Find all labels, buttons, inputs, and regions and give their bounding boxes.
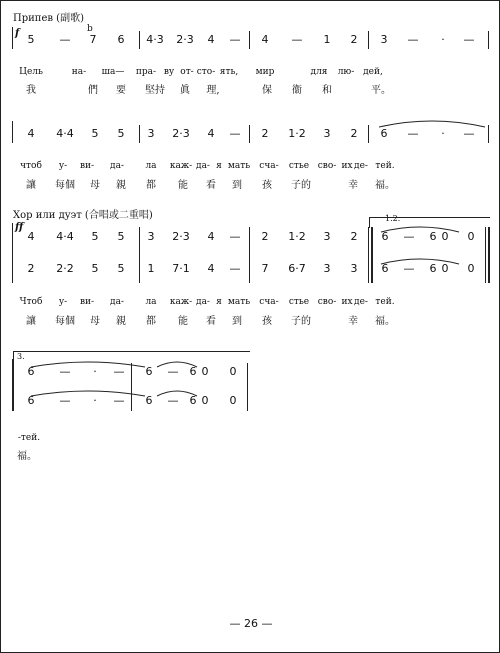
lyric-ru: мать <box>227 297 251 307</box>
lyric-cn: 理, <box>206 85 220 96</box>
note: 6 <box>145 365 153 378</box>
dynamic-ff: ff <box>15 222 24 233</box>
note: 4 <box>261 33 269 46</box>
note: 4 <box>27 230 35 243</box>
lyric-ru: да- <box>196 297 210 307</box>
lyric-cn: 子的 <box>291 316 311 327</box>
note: 6 <box>429 262 437 275</box>
note: 0 <box>229 394 237 407</box>
lyric-ru: чтоб <box>20 161 42 171</box>
lyric-ru: для <box>310 67 328 77</box>
lyric-cn: 幸 <box>348 316 358 327</box>
lyric-cn: 每個 <box>55 316 75 327</box>
lyric-cn: 讓 <box>26 180 36 191</box>
refrain-title: Припев (副歌) <box>13 13 84 24</box>
barline <box>249 227 250 283</box>
lyric-ru: я <box>216 161 222 171</box>
dynamic-f: f <box>15 28 20 39</box>
repeat-barline <box>371 227 373 283</box>
note: 6 <box>380 127 388 140</box>
lyric-cn: 能 <box>178 180 188 191</box>
note: 4·4 <box>56 230 74 243</box>
note: 5 <box>117 230 125 243</box>
note: · <box>441 127 445 140</box>
note: 6 <box>27 365 35 378</box>
note: · <box>93 365 97 378</box>
note: 4 <box>207 33 215 46</box>
lyric-cn: 福。 <box>375 316 395 327</box>
lyric-cn: 福。 <box>17 451 37 462</box>
tie <box>29 358 147 368</box>
lyric-ru: Цель <box>19 67 43 77</box>
end-repeat-barline <box>488 227 490 283</box>
note: 4 <box>207 127 215 140</box>
lyric-ru: да- <box>110 297 124 307</box>
system-bracket <box>12 359 14 411</box>
note: — <box>229 127 241 140</box>
note: · <box>441 33 445 46</box>
note: 2 <box>27 262 35 275</box>
lyric-ru: ять, <box>219 67 239 77</box>
lyric-ru: ви- <box>79 161 95 171</box>
note: — <box>229 33 241 46</box>
note: 2·3 <box>172 127 190 140</box>
note: 7·1 <box>172 262 190 275</box>
note: 6 <box>27 394 35 407</box>
duet-title: Хор или дуэт (合唱或二重唱) <box>13 210 153 221</box>
slur <box>379 255 461 265</box>
lyric-ru: ви- <box>79 297 95 307</box>
lyric-cn: 平。 <box>371 85 391 96</box>
note: 2·3 <box>176 33 194 46</box>
page-number: — 26 — <box>229 617 273 630</box>
lyric-cn: 母 <box>90 316 100 327</box>
note: 4 <box>207 230 215 243</box>
note: 3 <box>350 262 358 275</box>
note: — <box>167 394 179 407</box>
barline <box>12 121 13 143</box>
note: — <box>59 33 71 46</box>
lyric-ru: их <box>341 161 353 171</box>
note: 7 <box>89 33 97 46</box>
lyric-ru: сча- <box>259 297 279 307</box>
note: 4 <box>27 127 35 140</box>
lyric-ru: пра- <box>135 67 157 77</box>
note: 2·2 <box>56 262 74 275</box>
note: 6 <box>117 33 125 46</box>
lyric-ru: мать <box>227 161 251 171</box>
note: 0 <box>201 394 209 407</box>
note: — <box>229 262 241 275</box>
lyric-ru: на- <box>71 67 87 77</box>
lyric-ru: от- <box>180 67 194 77</box>
barline <box>139 125 140 143</box>
note: — <box>403 262 415 275</box>
lyric-cn: 到 <box>232 180 242 191</box>
note: 4·4 <box>56 127 74 140</box>
lyric-ru: ша— <box>101 67 125 77</box>
note: — <box>59 365 71 378</box>
lyric-cn: 讓 <box>26 316 36 327</box>
lyric-ru: у- <box>58 161 68 171</box>
note: 2 <box>350 33 358 46</box>
lyric-cn: 都 <box>146 180 156 191</box>
barline <box>139 227 140 283</box>
lyric-cn: 都 <box>146 316 156 327</box>
note: 6·7 <box>288 262 306 275</box>
barline <box>249 125 250 143</box>
note: 3 <box>147 127 155 140</box>
note: 5 <box>117 262 125 275</box>
lyric-ru: да- <box>110 161 124 171</box>
note: 5 <box>91 262 99 275</box>
lyric-ru: каж- <box>169 297 193 307</box>
lyric-ru: дей, <box>363 67 383 77</box>
note: 5 <box>91 127 99 140</box>
note: 6 <box>381 230 389 243</box>
note: 3 <box>147 230 155 243</box>
note: 5 <box>117 127 125 140</box>
note: 3 <box>380 33 388 46</box>
lyric-ru: их <box>341 297 353 307</box>
note: — <box>59 394 71 407</box>
lyric-cn: 子的 <box>291 180 311 191</box>
barline <box>488 125 489 143</box>
lyric-ru: мир <box>255 67 275 77</box>
note: 0 <box>467 230 475 243</box>
lyric-ru: у- <box>58 297 68 307</box>
lyric-cn: 們 <box>88 85 98 96</box>
lyric-cn: 我 <box>26 85 36 96</box>
barline <box>12 27 13 49</box>
note: — <box>229 230 241 243</box>
lyric-ru: сто- <box>196 67 216 77</box>
volta-label-1-2: 1.2. <box>385 214 401 223</box>
barline <box>247 363 248 411</box>
barline <box>368 125 369 143</box>
lyric-cn: 看 <box>206 316 216 327</box>
note: 1·2 <box>288 230 306 243</box>
note: — <box>463 127 475 140</box>
lyric-cn: 孩 <box>262 180 272 191</box>
lyric-cn: 母 <box>90 180 100 191</box>
note: — <box>113 365 125 378</box>
lyric-ru: де- <box>354 161 368 171</box>
lyric-cn: 福。 <box>375 180 395 191</box>
note: 0 <box>201 365 209 378</box>
note: 2 <box>261 230 269 243</box>
lyric-cn: 堅持 <box>145 85 165 96</box>
note: — <box>407 127 419 140</box>
lyric-ru: тей. <box>375 161 395 171</box>
lyric-ru: ву <box>163 67 175 77</box>
lyric-ru: тей. <box>375 297 395 307</box>
note: 6 <box>189 394 197 407</box>
lyric-ru: Чтоб <box>19 297 43 307</box>
lyric-ru: сча- <box>259 161 279 171</box>
note: 6 <box>381 262 389 275</box>
lyric-ru: сво- <box>317 161 337 171</box>
lyric-ru: стье <box>288 297 310 307</box>
volta-label-3: 3. <box>17 352 25 361</box>
note: 0 <box>467 262 475 275</box>
lyric-cn: 衞 <box>292 85 302 96</box>
lyric-ru: -тей. <box>17 433 41 443</box>
lyric-cn: 看 <box>206 180 216 191</box>
lyric-ru: сво- <box>317 297 337 307</box>
barline <box>488 31 489 49</box>
note: 3 <box>323 230 331 243</box>
note: 0 <box>229 365 237 378</box>
note: 4 <box>207 262 215 275</box>
note: 7 <box>261 262 269 275</box>
note: — <box>403 230 415 243</box>
barline <box>139 31 140 49</box>
flat-sign: b <box>87 24 93 34</box>
note: 6 <box>189 365 197 378</box>
lyric-ru: я <box>216 297 222 307</box>
barline <box>368 227 369 283</box>
lyric-cn: 要 <box>116 85 126 96</box>
note: 5 <box>27 33 35 46</box>
note: 3 <box>323 262 331 275</box>
note: — <box>463 33 475 46</box>
lyric-cn: 親 <box>116 180 126 191</box>
lyric-cn: 每個 <box>55 180 75 191</box>
note: 0 <box>441 262 449 275</box>
barline <box>485 227 486 283</box>
note: — <box>291 33 303 46</box>
lyric-cn: 保 <box>262 85 272 96</box>
note: 2·3 <box>172 230 190 243</box>
lyric-ru: каж- <box>169 161 193 171</box>
note: 0 <box>441 230 449 243</box>
note: 6 <box>145 394 153 407</box>
lyric-ru: де- <box>354 297 368 307</box>
lyric-cn: 親 <box>116 316 126 327</box>
note: — <box>113 394 125 407</box>
note: · <box>93 394 97 407</box>
lyric-cn: 幸 <box>348 180 358 191</box>
note: 3 <box>323 127 331 140</box>
note: 1 <box>323 33 331 46</box>
tie <box>29 387 147 397</box>
note: 2 <box>350 127 358 140</box>
note: 2 <box>350 230 358 243</box>
lyric-cn: 和 <box>322 85 332 96</box>
system-bracket <box>12 223 13 283</box>
note: — <box>407 33 419 46</box>
note: — <box>167 365 179 378</box>
note: 2 <box>261 127 269 140</box>
barline <box>249 31 250 49</box>
lyric-ru: ла <box>145 297 157 307</box>
lyric-ru: ла <box>145 161 157 171</box>
lyric-cn: 能 <box>178 316 188 327</box>
note: 5 <box>91 230 99 243</box>
lyric-cn: 眞 <box>180 85 190 96</box>
note: 6 <box>429 230 437 243</box>
slur <box>379 223 461 233</box>
lyric-cn: 到 <box>232 316 242 327</box>
lyric-ru: стье <box>288 161 310 171</box>
note: 1 <box>147 262 155 275</box>
note: 1·2 <box>288 127 306 140</box>
lyric-ru: да- <box>196 161 210 171</box>
lyric-ru: лю- <box>337 67 355 77</box>
barline <box>368 31 369 49</box>
lyric-cn: 孩 <box>262 316 272 327</box>
note: 4·3 <box>146 33 164 46</box>
